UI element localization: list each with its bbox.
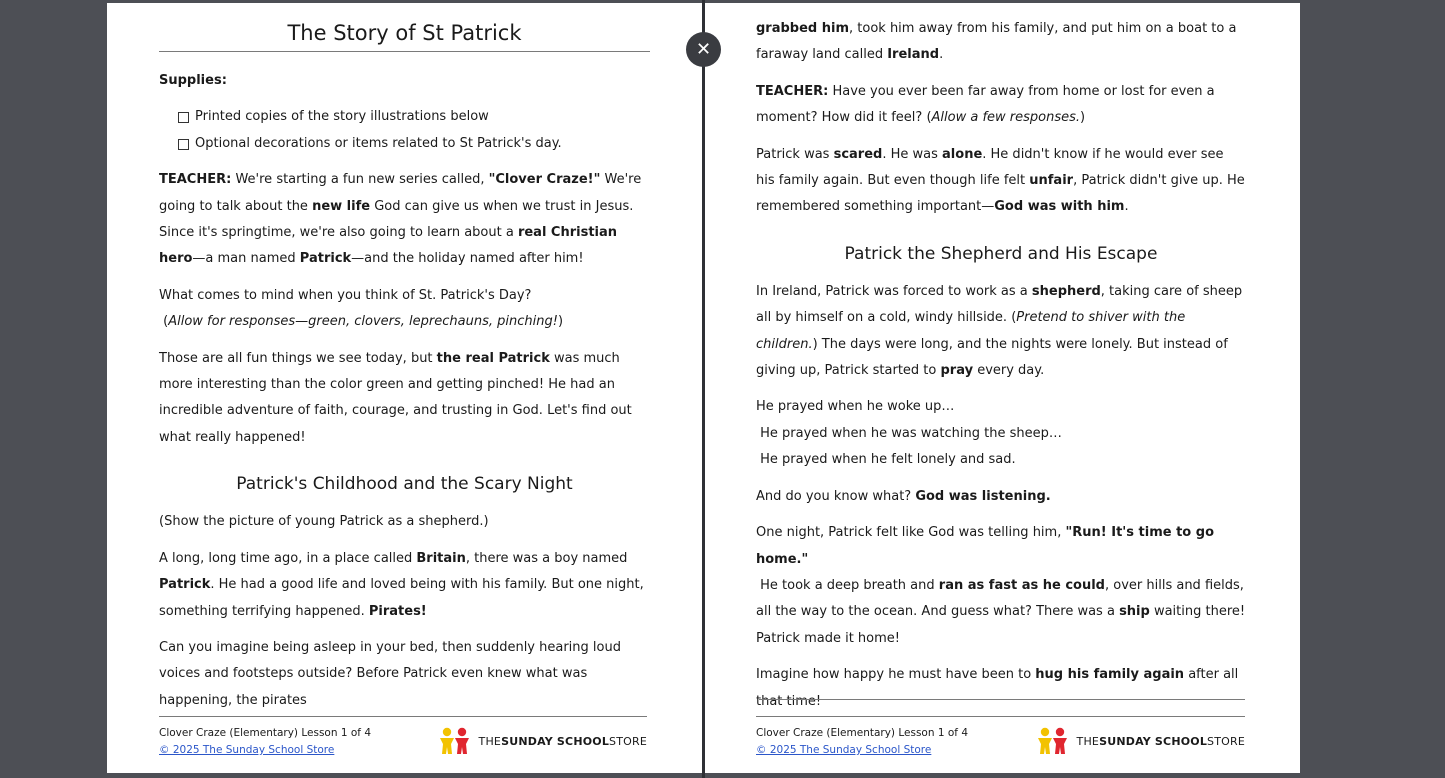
store-logo: THE SUNDAY SCHOOL STORE [1035,727,1245,755]
content-divider [759,699,1245,700]
page-content [159,3,650,714]
supplies-label: Supplies: [159,73,227,88]
footer-divider [159,716,647,717]
supply-item: Optional decorations or items related to St Patrick's day. [178,131,650,157]
copyright-link[interactable]: © 2025 The Sunday School Store [159,744,335,756]
page-footer [159,716,647,759]
document-page-left [107,3,702,773]
story-paragraph: grabbed him, took him away from his family, and put him on a boat to a faraway land called Ireland. [756,21,1237,63]
page-footer [756,716,1245,759]
footer-lesson: Clover Craze (Elementary) Lesson 1 of 4 [756,727,968,739]
footer-divider [756,716,1245,717]
supply-item: Printed copies of the story illustrations below [178,104,650,130]
story-paragraph: Patrick was scared. He was alone. He didn't know if he would ever see his family again. But even though life felt unfair, Patrick didn't give up. He remembered something important—God was with him. [756,146,1245,215]
supplies-list [159,104,650,157]
copyright-link[interactable]: © 2025 The Sunday School Store [756,744,932,756]
footer-lesson: Clover Craze (Elementary) Lesson 1 of 4 [159,727,371,739]
story-paragraph: One night, Patrick felt like God was telling him, "Run! It's time to go home." He took a deep breath and ran as fast as he could, over hills and fields, all the way to the ocean. And guess what? There was a ship waiting there! Patrick made it home! [756,525,1246,646]
section-heading: Patrick the Shepherd and His Escape [844,243,1158,264]
close-icon: ✕ [695,38,712,60]
fun-paragraph: Those are all fun things we see today, but the real Patrick was much more interesting than the color green and getting pinched! He had an incredible adventure of faith, courage, and trusting in God. Let's find out what really happened! [159,350,632,445]
checkbox-icon [178,112,189,123]
section-heading: Patrick's Childhood and the Scary Night [236,474,573,495]
teacher-question: TEACHER: Have you ever been far away from home or lost for even a moment? How did it feel? (Allow a few responses.) [756,83,1215,126]
prayed-lines: He prayed when he woke up… He prayed when he was watching the sheep… He prayed when he felt lonely and sad. [756,399,1062,468]
kids-logo-icon [437,727,473,755]
kids-logo-icon [1035,727,1071,755]
story-paragraph: Can you imagine being asleep in your bed, then suddenly hearing loud voices and footsteps outside? Before Patrick even knew what was happening, the pirates [159,639,621,708]
story-paragraph: Imagine how happy he must have been to hug his family again after all that time! [756,667,1239,709]
page-content [756,16,1246,715]
question-paragraph: What comes to mind when you think of St. Patrick's Day? (Allow for responses—green, clovers, leprechauns, pinching!) [159,287,564,330]
store-logo: THE SUNDAY SCHOOL STORE [437,727,647,755]
story-paragraph: In Ireland, Patrick was forced to work as a shepherd, taking care of sheep all by himself on a cold, windy hillside. (Pretend to shiver with the children.) The days were long, and the nights were lonely. But instead of giving up, Patrick started to pray every day. [756,283,1243,379]
show-picture-note: (Show the picture of young Patrick as a shepherd.) [159,514,489,530]
story-paragraph: And do you know what? God was listening. [756,488,1051,504]
document-title: The Story of St Patrick [159,21,650,52]
document-page-right [705,3,1300,773]
close-button[interactable] [686,32,721,67]
checkbox-icon [178,139,189,150]
story-paragraph: A long, long time ago, in a place called Britain, there was a boy named Patrick. He had a good life and loved being with his family. But one night, something terrifying happened. Pirates! [159,550,644,619]
intro-paragraph: TEACHER: We're starting a fun new series called, "Clover Craze!" We're going to talk about the new life God can give us when we trust in Jesus. Since it's springtime, we're also going to learn about a real Christian hero—a man named Patrick—and the holiday named after him! [159,172,642,267]
